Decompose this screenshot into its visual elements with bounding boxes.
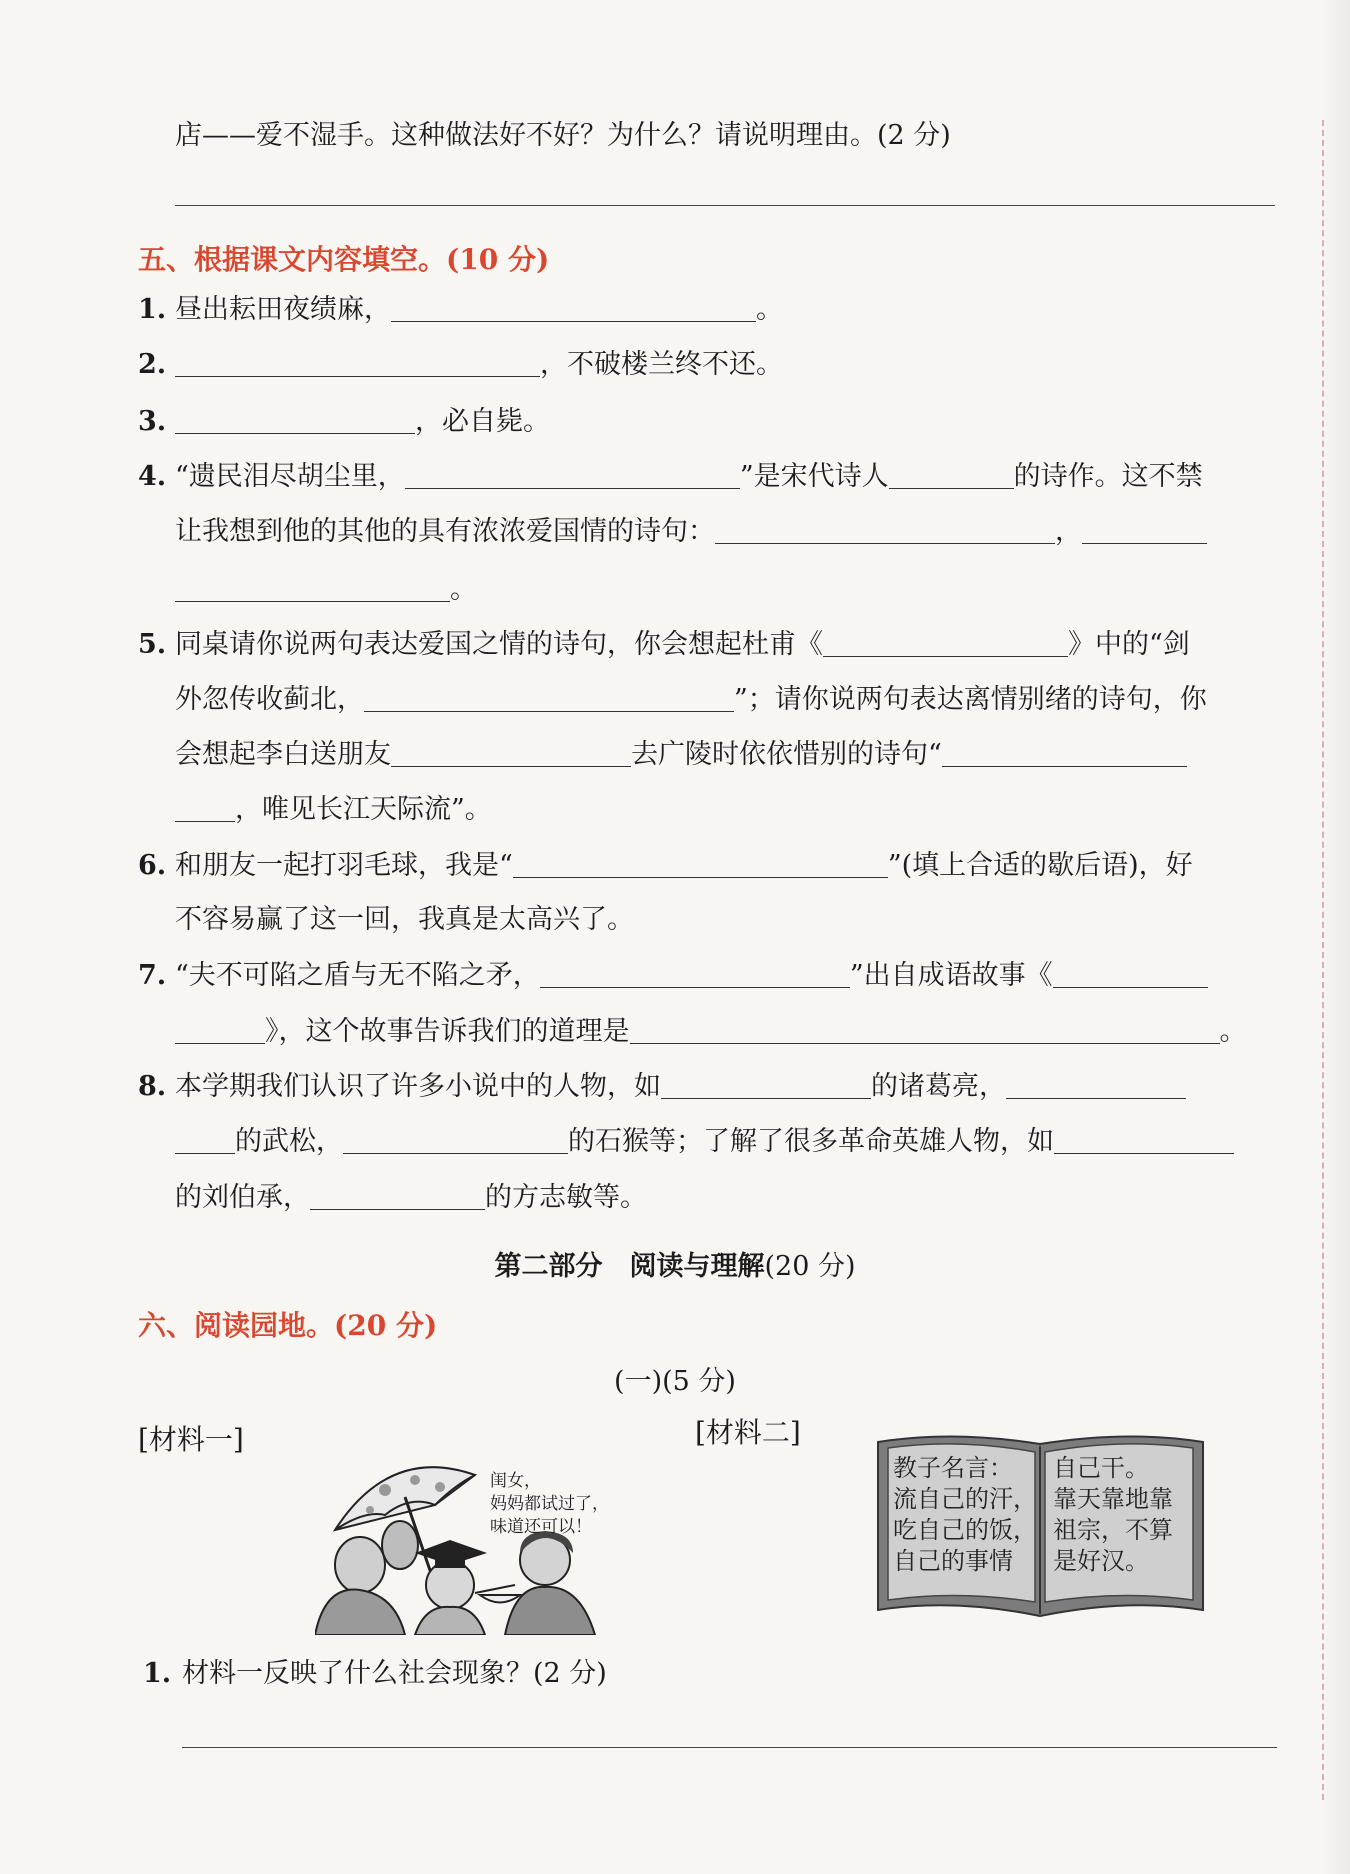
- q4-blank-4[interactable]: [175, 571, 450, 602]
- bubble-line-2: 妈妈都试过了，: [490, 1494, 609, 1514]
- q8-blank-2[interactable]: [1006, 1068, 1186, 1099]
- s5-q4-line2: [175, 512, 1207, 552]
- q5-number: 5.: [138, 629, 167, 660]
- s5-q5-line3: [175, 735, 1187, 775]
- q8-text-d: 的石猴等；了解了很多革命英雄人物，如: [568, 1126, 1054, 1157]
- s5-q5-line1: [175, 625, 1190, 665]
- q3-blank[interactable]: [175, 403, 415, 434]
- q2-text: ，不破楼兰终不还。: [540, 349, 783, 380]
- q5-text-e: 会想起李白送朋友: [175, 739, 391, 770]
- q5-blank-5[interactable]: [175, 791, 235, 822]
- s5-q4-line1: [175, 457, 1203, 497]
- book-left-line-2: 流自己的汗，: [893, 1485, 1037, 1513]
- q2-number: 2.: [138, 349, 167, 380]
- q8-blank-1[interactable]: [661, 1068, 871, 1099]
- q2-blank[interactable]: [175, 346, 540, 377]
- q8-blank-4[interactable]: [343, 1123, 568, 1154]
- continued-question-text: 店——爱不湿手。这种做法好不好？为什么？请说明理由。(2 分): [175, 120, 951, 151]
- part-2-heading: [0, 1247, 1350, 1287]
- q4-text-d: 让我想到他的其他的具有浓浓爱国情的诗句：: [175, 516, 715, 547]
- s5-q7-line1: [175, 956, 1208, 996]
- book-left-line-4: 自己的事情: [893, 1547, 1013, 1575]
- q7-blank-3[interactable]: [175, 1013, 265, 1044]
- book-right-line-3: 祖宗，不算: [1053, 1516, 1173, 1544]
- s5-q7-line2: [175, 1012, 1247, 1052]
- q5-text-f: 去广陵时依依惜别的诗句“: [631, 739, 942, 770]
- s5-q8-line1: [175, 1067, 1186, 1107]
- q5-blank-4[interactable]: [942, 736, 1187, 767]
- q8-text-e: 的刘伯承，: [175, 1182, 310, 1213]
- s6-q1-text: 材料一反映了什么社会现象？(2 分): [182, 1658, 607, 1689]
- q4-number: 4.: [138, 461, 167, 492]
- q4-blank-1[interactable]: [405, 458, 740, 489]
- bubble-line-1: 闺女，: [490, 1471, 541, 1491]
- q4-text-b: ”是宋代诗人: [739, 461, 889, 492]
- q6-blank[interactable]: [513, 847, 888, 878]
- q5-text-d: ”；请你说两句表达离情别绪的诗句，你: [734, 684, 1207, 715]
- q1-end: 。: [756, 294, 783, 325]
- s5-q8-line2: [175, 1122, 1234, 1162]
- answer-line[interactable]: [175, 205, 1275, 206]
- s5-q4-line3: [175, 570, 477, 610]
- section-5-title: 五、根据课文内容填空。(10 分): [138, 243, 550, 276]
- q4-blank-3[interactable]: [1082, 513, 1207, 544]
- q4-blank-poet[interactable]: [889, 458, 1014, 489]
- s6-q1-number: 1.: [143, 1658, 172, 1689]
- q5-text-c: 外忽传收蓟北，: [175, 684, 364, 715]
- child-figure: [426, 1561, 474, 1609]
- q5-blank-2[interactable]: [364, 681, 734, 712]
- q1-blank[interactable]: [391, 291, 756, 322]
- book-left-line-1: 教子名言：: [893, 1454, 1013, 1482]
- part-2-title: 第二部分 阅读与理解: [494, 1251, 765, 1282]
- q3-number: 3.: [138, 406, 167, 437]
- father-figure: [335, 1537, 385, 1593]
- q6-text-a: 和朋友一起打羽毛球，我是“: [175, 850, 513, 881]
- q6-number: 6.: [138, 850, 167, 881]
- q7-blank-4[interactable]: [630, 1013, 1220, 1044]
- reading-sub-title: (一)(5 分): [614, 1366, 736, 1397]
- s5-q5-line4: [175, 790, 492, 830]
- q7-text-a: “夫不可陷之盾与无不陷之矛，: [175, 960, 540, 991]
- s5-q2: [175, 345, 783, 385]
- q5-text-g: ，唯见长江天际流”。: [235, 794, 492, 825]
- q4-text-a: “遗民泪尽胡尘里，: [175, 461, 405, 492]
- speech-bubble: [490, 1470, 609, 1539]
- q5-blank-3[interactable]: [391, 736, 631, 767]
- q8-number: 8.: [138, 1071, 167, 1102]
- q4-blank-2[interactable]: [715, 513, 1055, 544]
- q8-blank-3[interactable]: [175, 1123, 235, 1154]
- q8-text-a: 本学期我们认识了许多小说中的人物，如: [175, 1071, 661, 1102]
- q8-text-f: 的方志敏等。: [485, 1182, 647, 1213]
- s5-q6-line1: [175, 846, 1193, 886]
- q8-text-c: 的武松，: [235, 1126, 343, 1157]
- book-right-line-2: 靠天靠地靠: [1053, 1485, 1173, 1513]
- s5-q3: [175, 402, 550, 442]
- q4-text-e: ，: [1055, 516, 1082, 547]
- bubble-line-3: 味道还可以！: [490, 1517, 592, 1537]
- part-2-score: (20 分): [764, 1251, 856, 1282]
- s5-q1: [175, 290, 783, 330]
- s5-q5-line2: [175, 680, 1207, 720]
- q7-blank-2[interactable]: [1053, 957, 1208, 988]
- q1-number: 1.: [138, 294, 167, 325]
- q7-blank-1[interactable]: [540, 957, 850, 988]
- q5-text-b: 》中的“剑: [1068, 629, 1190, 660]
- section-6-title: 六、阅读园地。(20 分): [138, 1309, 438, 1342]
- q7-text-c: 》，这个故事告诉我们的道理是: [265, 1016, 630, 1047]
- q8-text-b: 的诸葛亮，: [871, 1071, 1006, 1102]
- s5-q8-line3: [175, 1178, 647, 1218]
- book-left-line-3: 吃自己的饭，: [893, 1516, 1037, 1544]
- page-edge-shadow: [1320, 0, 1350, 1874]
- s6-q1-answer-line[interactable]: [182, 1747, 1277, 1748]
- q5-blank-title[interactable]: [823, 626, 1068, 657]
- material-2-label: [材料二]: [695, 1416, 801, 1449]
- q7-text-b: ”出自成语故事《: [849, 960, 1053, 991]
- q1-text: 昼出耘田夜绩麻，: [175, 294, 391, 325]
- q3-text: ，必自毙。: [415, 406, 550, 437]
- q7-text-d: 。: [1219, 1016, 1247, 1047]
- book-right-line-4: 是好汉。: [1053, 1547, 1149, 1575]
- q8-blank-6[interactable]: [310, 1179, 485, 1210]
- q4-text-f: 。: [450, 574, 477, 605]
- book-right-line-1: 自己干。: [1053, 1454, 1149, 1482]
- q8-blank-5[interactable]: [1054, 1123, 1234, 1154]
- q6-text-b: ”(填上合适的歇后语)，好: [887, 850, 1193, 881]
- q5-text-a: 同桌请你说两句表达爱国之情的诗句，你会想起杜甫《: [175, 629, 823, 660]
- s5-q6-line2: 不容易赢了这一回，我真是太高兴了。: [175, 904, 634, 935]
- q4-text-c: 的诗作。这不禁: [1013, 461, 1203, 492]
- material-1-label: [材料一]: [138, 1423, 244, 1456]
- q7-number: 7.: [138, 960, 167, 991]
